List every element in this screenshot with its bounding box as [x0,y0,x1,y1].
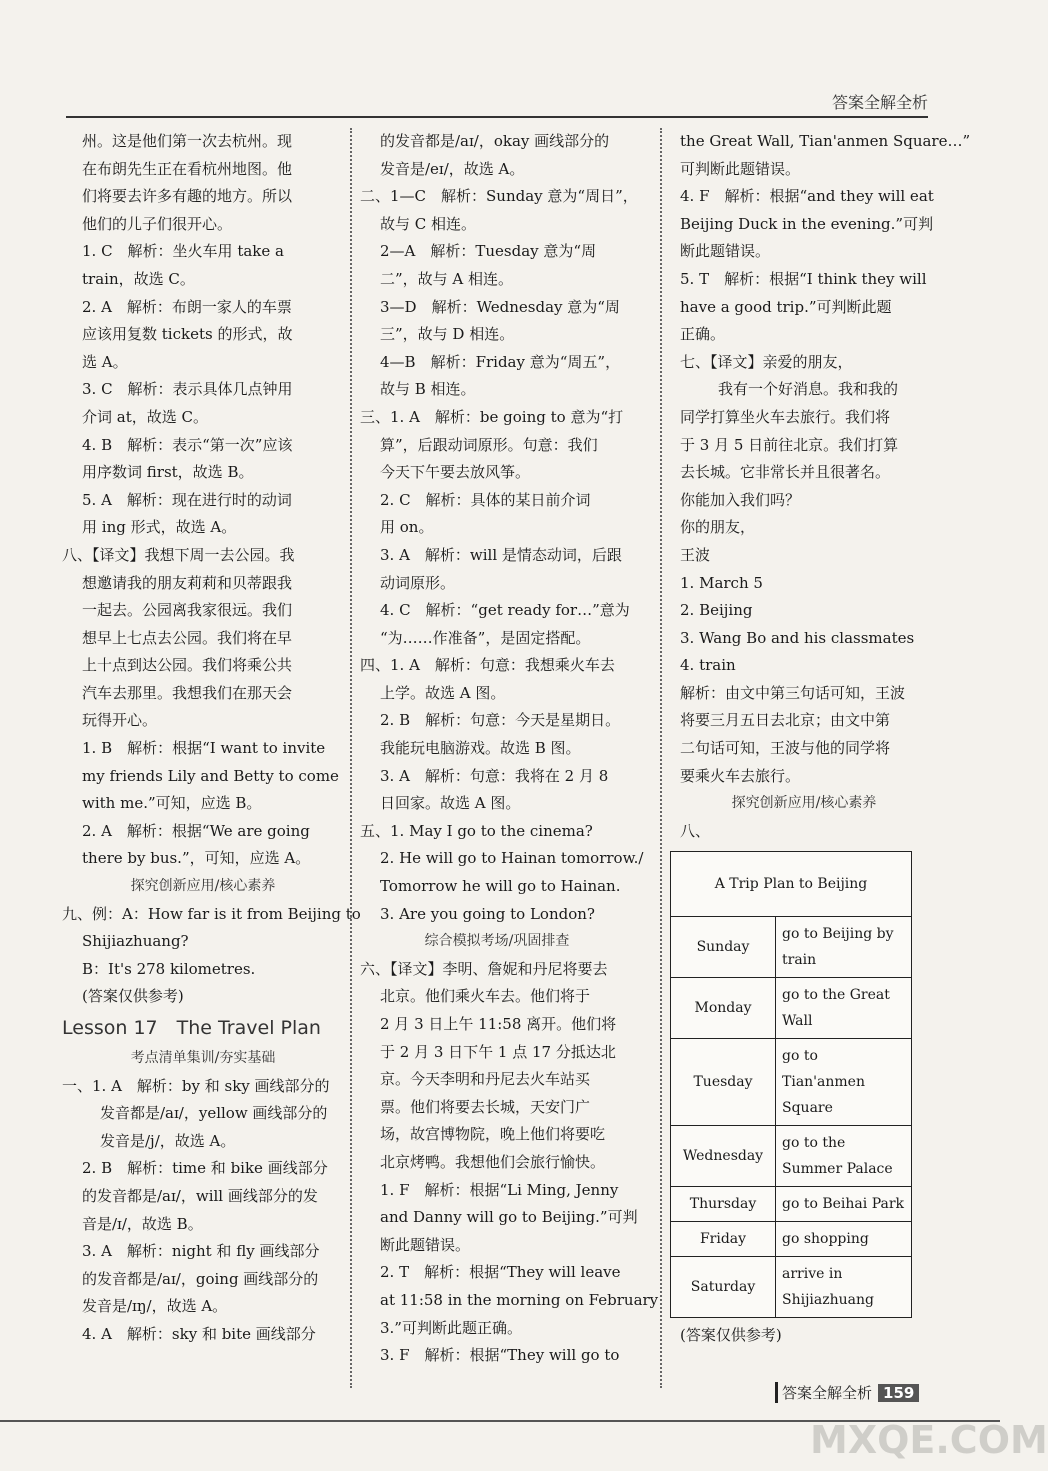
col3-line: have a good trip.”可判断此题 [680,297,892,316]
col1-line: 在布朗先生正在看杭州地图。他 [82,159,293,178]
col3-line: 可判断此题错误。 [680,159,801,178]
col2-line: 我能玩电脑游戏。故选 B 图。 [380,739,581,758]
trip-plan-title: A Trip Plan to Beijing [671,852,912,917]
day-cell: Thursday [671,1187,776,1222]
column-left [62,128,361,1349]
col1-line: Lesson 17 The Travel Plan [62,1017,321,1039]
col3-line: 你能加入我们吗？ [680,490,801,509]
col2-line: 五、1. May I go to the cinema? [360,821,593,840]
col1-line: 汽车去那里。我想我们在那天会 [82,683,293,702]
col1-line: 探究创新应用/核心素养 [130,878,276,895]
plan-cell: go to the Summer Palace [776,1126,912,1187]
col3-line: 2. Beijing [680,601,753,620]
col1-line: 的发音都是/aɪ/，going 画线部分的 [82,1269,319,1288]
col1-line: 4. B 解析：表示“第一次”应该 [82,435,293,454]
col1-line: Shijiazhuang? [82,932,189,951]
trip-plan-table [670,851,912,1318]
col2-line: 故与 B 相连。 [380,380,476,399]
col2-line: 京。今天李明和丹尼去火车站买 [380,1070,591,1089]
col2-line: 3. A 解析：句意：我将在 2 月 8 [380,766,609,785]
col2-line: 六、【译文】李明、詹妮和丹尼将要去 [360,959,608,978]
col2-line: 故与 C 相连。 [380,214,477,233]
col3-line: 七、【译文】亲爱的朋友， [680,352,853,371]
column-right-lines [680,128,971,845]
col2-line: 三、1. A 解析：be going to 意为“打 [360,407,624,426]
col3-line: 我有一个好消息。我和我的 [718,380,899,399]
col2-line: 3—D 解析：Wednesday 意为“周 [380,297,620,316]
col2-line: 二”，故与 A 相连。 [380,269,514,288]
col2-line: 北京烤鸭。我想他们会旅行愉快。 [380,1152,606,1171]
col3-line: 断此题错误。 [680,242,771,261]
column-divider-1 [350,128,352,1388]
page-footer [775,1382,919,1403]
col2-line: 二、1—C 解析：Sunday 意为“周日”， [360,187,638,206]
col1-line: 音是/ɪ/，故选 B。 [82,1214,203,1233]
table-row [671,917,912,978]
col1-line: 一起去。公园离我家很远。我们 [82,601,293,620]
col2-line: and Danny will go to Beijing.”可判 [380,1208,638,1227]
col1-line: 5. A 解析：现在进行时的动词 [82,490,292,509]
col3-line: 王波 [680,545,711,564]
col1-line: 4. A 解析：sky 和 bite 画线部分 [82,1324,316,1343]
plan-cell: go to Beijing by train [776,917,912,978]
col3-line: 于 3 月 5 日前往北京。我们打算 [680,435,899,454]
col1-line: 玩得开心。 [82,711,158,730]
col3-line: 1. March 5 [680,573,763,592]
col1-line: my friends Lily and Betty to come [82,766,339,785]
plan-cell: go to Tian'anmen Square [776,1039,912,1126]
col2-line: 于 2 月 3 日下午 1 点 17 分抵达北 [380,1042,616,1061]
col3-line: 去长城。它非常长并且很著名。 [680,463,891,482]
col2-line: 算”，后跟动词原形。句意：我们 [380,435,598,454]
col1-line: 发音都是/aɪ/，yellow 画线部分的 [100,1104,328,1123]
col2-line: 今天下午要去放风筝。 [380,463,531,482]
col1-line: 想早上七点去公园。我们将在早 [82,628,293,647]
col2-line: 用 on。 [380,518,434,537]
col2-line: 4—B 解析：Friday 意为“周五”， [380,352,621,371]
header-rule [66,116,928,118]
col1-line: 发音是/j/，故选 A。 [100,1131,236,1150]
col3-line: 4. train [680,656,736,675]
col1-line: 发音是/ɪŋ/，故选 A。 [82,1297,228,1316]
column-right [680,128,971,1350]
running-header: 答案全解全析 [831,93,928,112]
day-cell: Saturday [671,1257,776,1318]
col1-line: 1. B 解析：根据“I want to invite [82,739,326,758]
col1-line: 们将要去许多有趣的地方。所以 [82,187,293,206]
table-row [671,1187,912,1222]
day-cell: Tuesday [671,1039,776,1126]
col2-line: 动词原形。 [380,573,456,592]
col2-line: 上学。故选 A 图。 [380,683,506,702]
table-row [671,1039,912,1126]
col2-line: Tomorrow he will go to Hainan. [380,877,621,896]
col2-line: 3. A 解析：will 是情态动词，后跟 [380,545,622,564]
col3-line: 二句话可知，王波与他的同学将 [680,739,891,758]
col1-line: 的发音都是/aɪ/，will 画线部分的发 [82,1186,318,1205]
col2-line: 四、1. A 解析：句意：我想乘火车去 [360,656,615,675]
col2-line: 2—A 解析：Tuesday 意为“周 [380,242,597,261]
col1-line: 用 ing 形式，故选 A。 [82,518,237,537]
plan-cell: arrive in Shijiazhuang [776,1257,912,1318]
col1-line: 考点清单集训/夯实基础 [130,1050,276,1066]
col3-line: 将要三月五日去北京；由文中第 [680,711,891,730]
day-cell: Friday [671,1222,776,1257]
table-row [671,1257,912,1318]
col3-line: Beijing Duck in the evening.”可判 [680,214,934,233]
col3-line: 正确。 [680,325,726,344]
col1-line: 用序数词 first，故选 B。 [82,463,254,482]
col2-line: 日回家。故选 A 图。 [380,794,521,813]
col2-line: at 11:58 in the morning on February [380,1290,659,1309]
col1-line: 介词 at，故选 C。 [82,407,208,426]
day-cell: Sunday [671,917,776,978]
col1-line: 1. C 解析：坐火车用 take a [82,242,284,261]
day-cell: Monday [671,978,776,1039]
col1-line: 想邀请我的朋友莉莉和贝蒂跟我 [82,573,293,592]
col1-line: 一、1. A 解析：by 和 sky 画线部分的 [62,1076,330,1095]
col1-line: 上十点到达公园。我们将乘公共 [82,656,293,675]
col2-line: 的发音都是/aɪ/，okay 画线部分的 [380,132,610,150]
col1-line: with me.”可知，应选 B。 [82,794,262,813]
col3-line: 5. T 解析：根据“I think they will [680,269,927,288]
plan-cell: go to Beihai Park [776,1187,912,1222]
col3-line: 八、 [680,821,711,840]
col2-line: 2. C 解析：具体的某日前介词 [380,490,591,509]
col2-line: 3. F 解析：根据“They will go to [380,1346,620,1365]
table-row [671,1126,912,1187]
col2-line: 场，故宫博物院，晚上他们将要吃 [380,1125,606,1144]
col1-line: 选 A。 [82,352,128,371]
col3-line: 4. F 解析：根据“and they will eat [680,187,934,206]
col1-line: 2. A 解析：根据“We are going [82,821,310,840]
col2-line: 2. T 解析：根据“They will leave [380,1263,621,1282]
col1-line: 2. A 解析：布朗一家人的车票 [82,297,292,316]
col3-line: the Great Wall, Tian'anmen Square…” [680,132,971,150]
col1-line: 他们的儿子们很开心。 [82,214,233,233]
col2-line: 2. He will go to Hainan tomorrow./ [380,849,644,868]
plan-cell: go shopping [776,1222,912,1257]
col2-line: 2 月 3 日上午 11:58 离开。他们将 [380,1015,617,1033]
col3-line: 3. Wang Bo and his classmates [680,628,915,647]
day-cell: Wednesday [671,1126,776,1187]
col3-line: 你的朋友， [680,518,756,537]
col2-line: 发音是/eɪ/，故选 A。 [380,159,525,178]
col2-line: 1. F 解析：根据“Li Ming, Jenny [380,1180,619,1199]
col2-line: “为……作准备”，是固定搭配。 [380,628,591,647]
col1-line: there by bus.”，可知，应选 A。 [82,849,311,868]
col2-line: 北京。他们乘火车去。他们将于 [380,987,591,1006]
col2-line: 3.”可判断此题正确。 [380,1318,522,1337]
col3-line: 同学打算坐火车去旅行。我们将 [680,407,891,426]
col2-line: 三”，故与 D 相连。 [380,325,515,344]
col3-line: 解析：由文中第三句话可知，王波 [680,683,906,702]
col1-line: 应该用复数 tickets 的形式，故 [82,325,293,344]
page-number: 159 [878,1384,919,1402]
col3-line: 要乘火车去旅行。 [680,766,801,785]
col2-line: 票。他们将要去长城，天安门广 [380,1097,591,1116]
col2-line: 2. B 解析：句意：今天是星期日。 [380,711,621,730]
col1-line: 3. A 解析：night 和 fly 画线部分 [82,1242,320,1261]
col1-line: train，故选 C。 [82,269,195,288]
col2-line: 断此题错误。 [380,1235,471,1254]
footer-label: 答案全解全析 [782,1384,873,1402]
table-row [671,978,912,1039]
col2-line: 4. C 解析：“get ready for…”意为 [380,601,630,620]
col1-line: 州。这是他们第一次去杭州。现 [82,132,293,150]
col1-line: (答案仅供参考) [82,987,184,1006]
column-divider-2 [660,128,662,1388]
column-middle [360,128,659,1370]
watermark: MXQE.COM [810,1418,1048,1462]
col1-line: 3. C 解析：表示具体几点钟用 [82,380,293,399]
col2-line: 3. Are you going to London? [380,904,595,923]
col1-line: 九、例：A：How far is it from Beijing to [62,904,361,923]
table-note: (答案仅供参考) [680,1326,782,1345]
col3-line: 探究创新应用/核心素养 [731,795,877,812]
col1-line: 2. B 解析：time 和 bike 画线部分 [82,1159,328,1178]
col2-line: 综合模拟考场/巩固排查 [424,933,570,950]
col1-line: B：It's 278 kilometres. [82,959,256,978]
plan-cell: go to the Great Wall [776,978,912,1039]
col1-line: 八、【译文】我想下周一去公园。我 [62,545,295,564]
table-row [671,1222,912,1257]
